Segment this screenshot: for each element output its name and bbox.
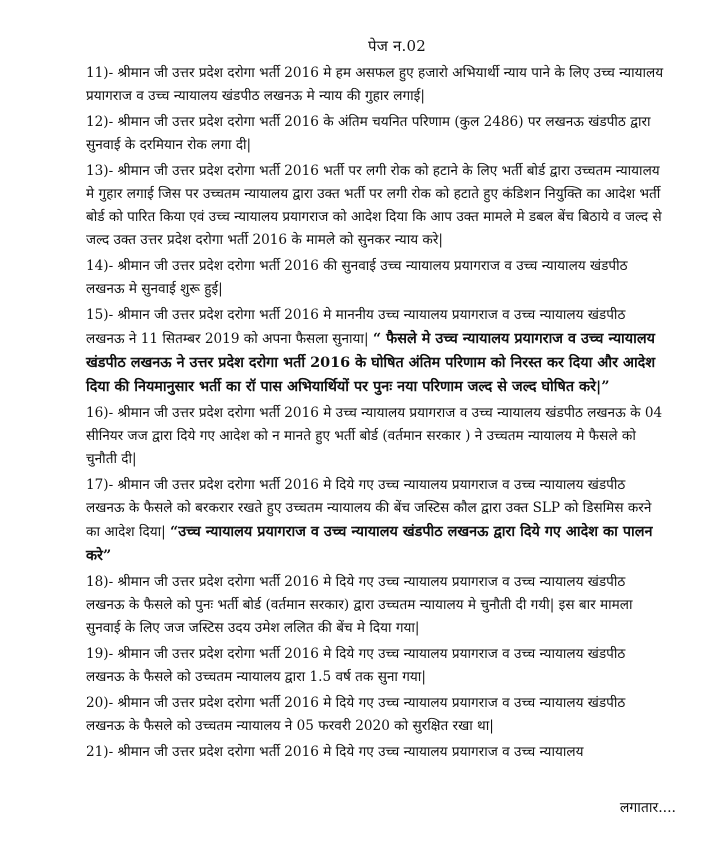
paragraph-text: 14)- श्रीमान जी उत्तर प्रदेश दरोगा भर्ती 2016 की सुनवाई उच्च न्यायालय प्रयागराज व उच्च न्यायालय खंडपीठ लखनऊ मे सुनवाई शुरू हुई| <box>86 258 628 297</box>
paragraph-text: 13)- श्रीमान जी उत्तर प्रदेश दरोगा भर्ती 2016 भर्ती पर लगी रोक को हटाने के लिए भर्ती बोर्ड द्वारा उच्चतम न्यायालय मे गुहार लगाई जिस पर उच्चतम न्यायालय द्वारा उक्त भर्ती पर लगी रोक को हटाते हुए कंडिशन नियुक्ति का आदेश भर्ती बोर्ड को पारित किया एवं उच्च न्यायालय प्रयागराज को आदेश दिया कि आप उक्त मामले मे डबल बेंच बिठाये व जल्द से जल्द उक्त उत्तर प्रदेश दरोगा भर्ती 2016 के मामले को सुनकर न्याय करे| <box>86 163 662 248</box>
paragraph-bold-quote: “उच्च न्यायालय प्रयागराज व उच्च न्यायालय खंडपीठ लखनऊ द्वारा दिये गए आदेश का पालन करे” <box>86 523 653 564</box>
paragraph-bold-quote: “ फैसले मे उच्च न्यायालय प्रयागराज व उच्च न्यायालय खंडपीठ लखनऊ ने उत्तर प्रदेश दरोगा भर्ती 2016 के घोषित अंतिम परिणाम को निरस्त कर दिया और आदेश दिया की नियमानुसार भर्ती का रॉ पास अभियार्थियों पर पुनः नया परिणाम जल्द से जल्द घोषित करे|” <box>86 330 656 395</box>
paragraph-text: 11)- श्रीमान जी उत्तर प्रदेश दरोगा भर्ती 2016 मे हम असफल हुए हजारो अभियार्थी न्याय पाने के लिए उच्च न्यायालय प्रयागराज व उच्च न्यायालय खंडपीठ लखनऊ मे न्याय की गुहार लगाई| <box>86 65 664 104</box>
paragraph-text: 20)- श्रीमान जी उत्तर प्रदेश दरोगा भर्ती 2016 मे दिये गए उच्च न्यायालय प्रयागराज व उच्च न्यायालय खंडपीठ लखनऊ के फैसले को उच्चतम न्यायालय ने 05 फरवरी 2020 को सुरक्षित रखा था| <box>86 695 626 734</box>
paragraph-16 <box>86 402 668 471</box>
paragraph-text: 18)- श्रीमान जी उत्तर प्रदेश दरोगा भर्ती 2016 मे दिये गए उच्च न्यायालय प्रयागराज व उच्च न्यायालय खंडपीठ लखनऊ के फैसले को पुनः भर्ती बोर्ड (वर्तमान सरकार) द्वारा उच्चतम न्यायालय मे चुनौती दी गयी| इस बार मामला सुनवाई के लिए जज जस्टिस उदय उमेश ललित की बेंच मे दिया गया| <box>86 574 633 636</box>
paragraph-13 <box>86 160 668 252</box>
page-number: पेज न.02 <box>368 37 426 55</box>
paragraph-15 <box>86 304 668 399</box>
paragraph-19 <box>86 643 668 689</box>
paragraph-text: 21)- श्रीमान जी उत्तर प्रदेश दरोगा भर्ती 2016 मे दिये गए उच्च न्यायालय प्रयागराज व उच्च न्यायालय <box>86 744 584 760</box>
paragraph-text: 16)- श्रीमान जी उत्तर प्रदेश दरोगा भर्ती 2016 मे उच्च न्यायालय प्रयागराज व उच्च न्यायालय खंडपीठ लखनऊ के 04 सीनियर जज द्वारा दिये गए आदेश को न मानते हुए भर्ती बोर्ड (वर्तमान सरकार ) ने उच्चतम न्यायालय मे फैसले को चुनौती दी| <box>86 405 663 467</box>
paragraph-18 <box>86 571 668 640</box>
paragraph-text: 12)- श्रीमान जी उत्तर प्रदेश दरोगा भर्ती 2016 के अंतिम चयनित परिणाम (कुल 2486) पर लखनऊ खंडपीठ द्वारा सुनवाई के दरमियान रोक लगा दी| <box>86 114 651 153</box>
paragraph-text: 15)- श्रीमान जी उत्तर प्रदेश दरोगा भर्ती 2016 मे माननीय उच्च न्यायालय प्रयागराज व उच्च न्यायालय खंडपीठ लखनऊ ने 11 सितम्बर 2019 को अपना फैसला सुनाया| <box>86 307 626 347</box>
paragraph-12 <box>86 111 668 157</box>
paragraph-21 <box>86 741 668 764</box>
paragraph-17 <box>86 474 668 568</box>
paragraph-text: 17)- श्रीमान जी उत्तर प्रदेश दरोगा भर्ती 2016 मे दिये गए उच्च न्यायालय प्रयागराज व उच्च न्यायालय खंडपीठ लखनऊ के फैसले को बरकरार रखते हुए उच्चतम न्यायालय की बेंच जस्टिस कौल द्वारा उक्त SLP को डिसमिस करने का आदेश दिया| <box>86 477 652 540</box>
paragraph-text: 19)- श्रीमान जी उत्तर प्रदेश दरोगा भर्ती 2016 मे दिये गए उच्च न्यायालय प्रयागराज व उच्च न्यायालय खंडपीठ लखनऊ के फैसले को उच्चतम न्यायालय द्वारा 1.5 वर्ष तक सुना गया| <box>86 646 626 685</box>
continued-label: लगातार.... <box>619 800 676 816</box>
paragraph-14 <box>86 255 668 301</box>
paragraph-20 <box>86 692 668 738</box>
paragraph-11 <box>86 62 668 108</box>
